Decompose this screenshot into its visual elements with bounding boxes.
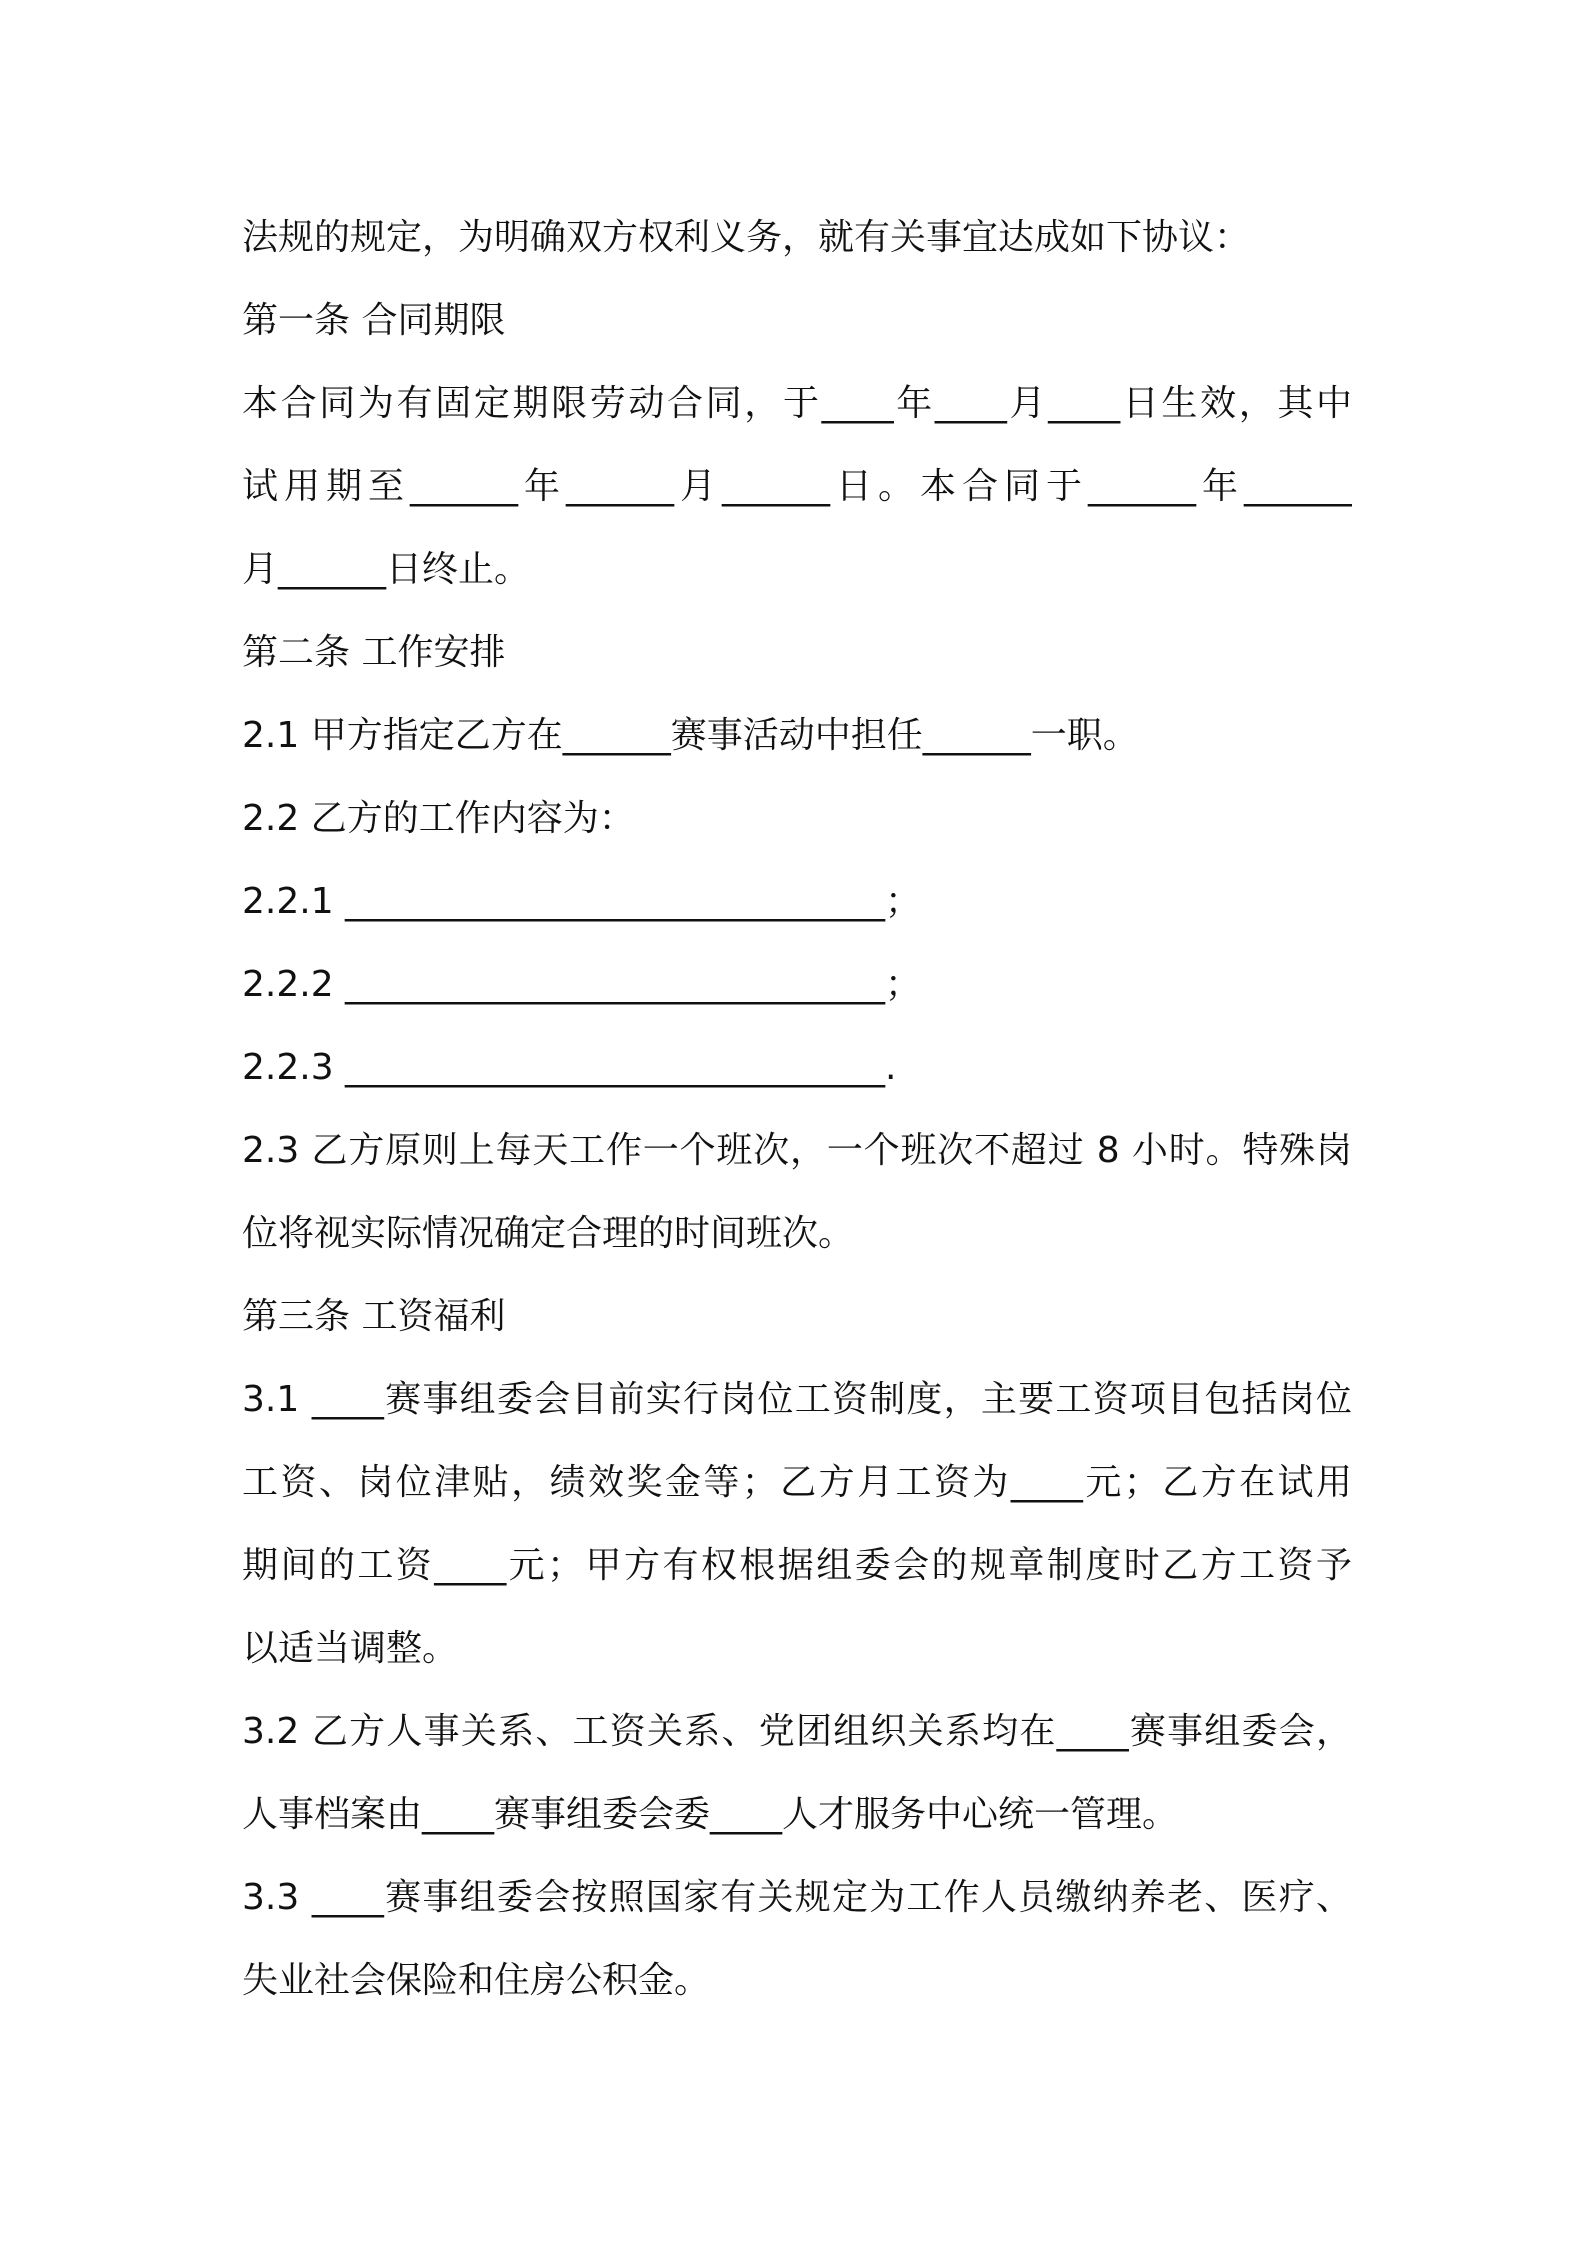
paragraph-line: 法规的规定，为明确双方权利义务，就有关事宜达成如下协议： [242, 217, 1251, 258]
paragraph-line: 以适当调整。 [242, 1628, 459, 1669]
paragraph-line: 工资、岗位津贴，绩效奖金等；乙方月工资为____元；乙方在试用 [242, 1462, 1352, 1503]
clause-line: 3.1 ____赛事组委会目前实行岗位工资制度，主要工资项目包括岗位 [242, 1379, 1352, 1420]
paragraph-line: 本合同为有固定期限劳动合同，于____年____月____日生效，其中 [242, 383, 1352, 424]
clause-line: 2.2 乙方的工作内容为： [242, 798, 635, 839]
clause-line: 3.2 乙方人事关系、工资关系、党团组织关系均在____赛事组委会， [242, 1711, 1352, 1752]
clause-line: 2.1 甲方指定乙方在______赛事活动中担任______一职。 [242, 715, 1139, 756]
article-heading: 第二条 工作安排 [242, 632, 506, 673]
paragraph-line: 失业社会保险和住房公积金。 [242, 1960, 711, 2001]
paragraph-line: 位将视实际情况确定合理的时间班次。 [242, 1213, 855, 1254]
paragraph-line: 期间的工资____元；甲方有权根据组委会的规章制度时乙方工资予 [242, 1545, 1352, 1586]
clause-line: 3.3 ____赛事组委会按照国家有关规定为工作人员缴纳养老、医疗、 [242, 1877, 1352, 1918]
paragraph-line: 月______日终止。 [242, 549, 531, 590]
article-heading: 第一条 合同期限 [242, 300, 506, 341]
subclause-line: 2.2.1 ______________________________； [242, 881, 922, 922]
paragraph-line: 人事档案由____赛事组委会委____人才服务中心统一管理。 [242, 1794, 1179, 1835]
paragraph-line: 试用期至______年______月______日。本合同于______年______ [242, 466, 1352, 507]
clause-line: 2.3 乙方原则上每天工作一个班次，一个班次不超过 8 小时。特殊岗 [242, 1130, 1352, 1171]
subclause-line: 2.2.3 ______________________________. [242, 1047, 897, 1088]
document-body [242, 196, 1352, 2022]
article-heading: 第三条 工资福利 [242, 1296, 506, 1337]
subclause-line: 2.2.2 ______________________________； [242, 964, 922, 1005]
